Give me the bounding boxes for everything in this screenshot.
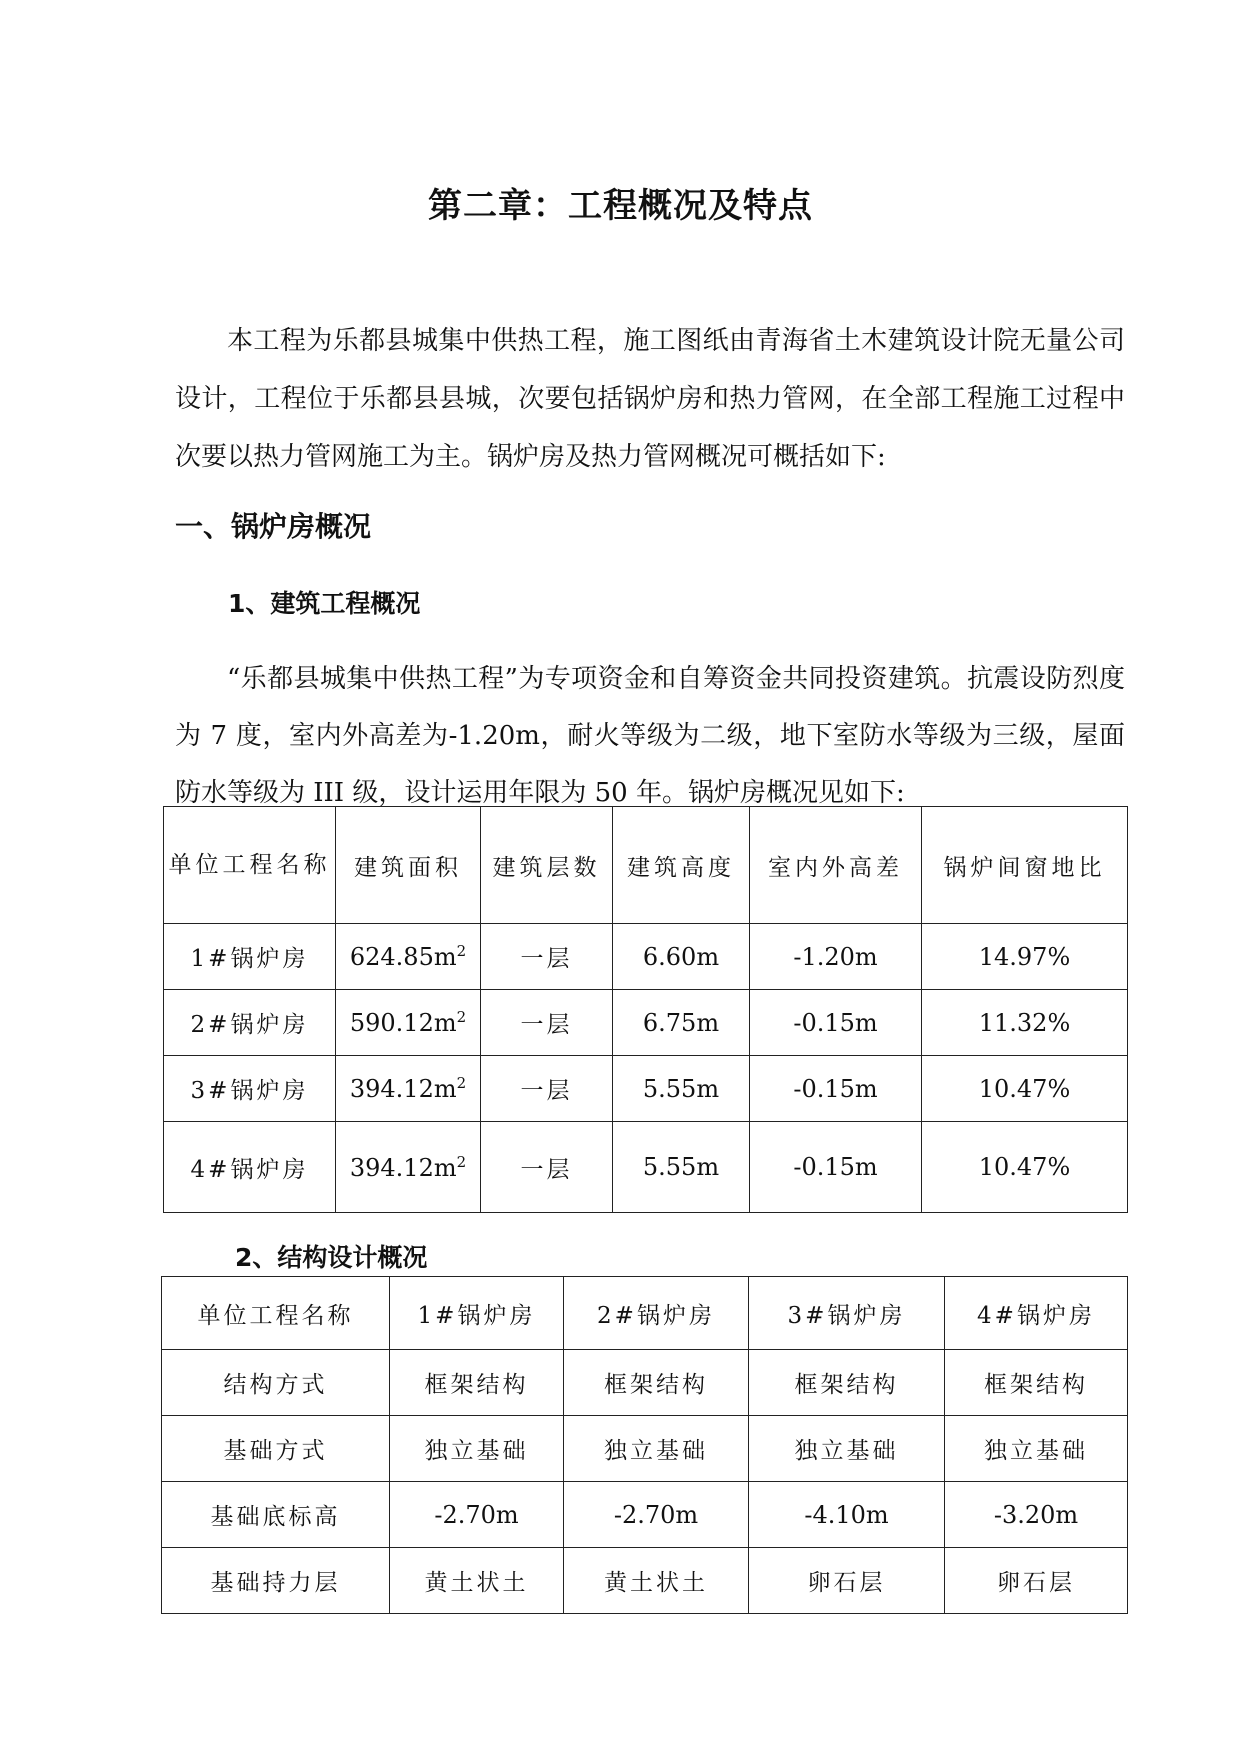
cell-value: 黄土状土	[390, 1548, 564, 1614]
cell-value: -2.70m	[564, 1482, 749, 1548]
cell-diff: -1.20m	[750, 924, 922, 990]
cell-name: 1#锅炉房	[164, 924, 336, 990]
cell-name: 2#锅炉房	[164, 990, 336, 1056]
cell-value: -2.70m	[390, 1482, 564, 1548]
cell-value: 卵石层	[945, 1548, 1128, 1614]
cell-value: 独立基础	[945, 1416, 1128, 1482]
structure-design-table	[161, 1276, 1128, 1614]
cell-name: 4#锅炉房	[164, 1122, 336, 1213]
building-overview-table	[163, 806, 1128, 1213]
cell-floors: 一层	[481, 990, 613, 1056]
cell-value: 2#锅炉房	[564, 1277, 749, 1350]
header-cell: 锅炉间窗地比	[922, 807, 1128, 924]
cell-diff: -0.15m	[750, 1056, 922, 1122]
cell-height: 5.55m	[613, 1056, 750, 1122]
cell-value: -3.20m	[945, 1482, 1128, 1548]
cell-label: 基础方式	[162, 1416, 390, 1482]
cell-value: 3#锅炉房	[749, 1277, 945, 1350]
cell-label: 结构方式	[162, 1350, 390, 1416]
table-row	[162, 1350, 1128, 1416]
table-row	[164, 1056, 1128, 1122]
cell-value: 黄土状土	[564, 1548, 749, 1614]
cell-floors: 一层	[481, 924, 613, 990]
cell-ratio: 11.32%	[922, 990, 1128, 1056]
table-row	[164, 990, 1128, 1056]
cell-height: 5.55m	[613, 1122, 750, 1213]
header-cell: 单位工程名称	[164, 807, 336, 924]
cell-diff: -0.15m	[750, 990, 922, 1056]
cell-ratio: 14.97%	[922, 924, 1128, 990]
cell-value: 卵石层	[749, 1548, 945, 1614]
cell-height: 6.75m	[613, 990, 750, 1056]
table-row	[162, 1416, 1128, 1482]
cell-floors: 一层	[481, 1056, 613, 1122]
header-cell: 建筑高度	[613, 807, 750, 924]
cell-value: 框架结构	[749, 1350, 945, 1416]
subsection-heading-building: 1、建筑工程概况	[228, 589, 421, 618]
cell-value: 框架结构	[945, 1350, 1128, 1416]
cell-label: 基础底标高	[162, 1482, 390, 1548]
cell-value: 4#锅炉房	[945, 1277, 1128, 1350]
table-row	[164, 924, 1128, 990]
chapter-title: 第二章：工程概况及特点	[428, 186, 813, 226]
building-paragraph: “乐都县城集中供热工程”为专项资金和自筹资金共同投资建筑。抗震设防烈度为 7 度，室内外高差为-1.20m，耐火等级为二级，地下室防水等级为三级，屋面防水等级为 III 级，设计运用年限为 50 年。锅炉房概况见如下:	[175, 664, 1125, 808]
table-header-row	[164, 807, 1128, 924]
cell-value: 独立基础	[390, 1416, 564, 1482]
cell-value: 1#锅炉房	[390, 1277, 564, 1350]
cell-value: 独立基础	[564, 1416, 749, 1482]
cell-label: 基础持力层	[162, 1548, 390, 1614]
cell-area: $590.12m^2$	[336, 990, 481, 1056]
cell-ratio: 10.47%	[922, 1122, 1128, 1213]
table-row	[164, 1122, 1128, 1213]
header-cell: 室内外高差	[750, 807, 922, 924]
cell-value: 独立基础	[749, 1416, 945, 1482]
cell-height: 6.60m	[613, 924, 750, 990]
cell-label: 单位工程名称	[162, 1277, 390, 1350]
cell-value: 框架结构	[390, 1350, 564, 1416]
intro-paragraph: 本工程为乐都县城集中供热工程，施工图纸由青海省土木建筑设计院无量公司设计，工程位于乐都县县城，次要包括锅炉房和热力管网，在全部工程施工过程中次要以热力管网施工为主。锅炉房及热力管网概况可概括如下:	[175, 326, 1125, 472]
cell-value: -4.10m	[749, 1482, 945, 1548]
header-cell: 建筑层数	[481, 807, 613, 924]
cell-value: 框架结构	[564, 1350, 749, 1416]
cell-area: $624.85m^2$	[336, 924, 481, 990]
header-cell: 建筑面积	[336, 807, 481, 924]
table-row	[162, 1277, 1128, 1350]
cell-name: 3#锅炉房	[164, 1056, 336, 1122]
cell-ratio: 10.47%	[922, 1056, 1128, 1122]
subsection-heading-structure: 2、结构设计概况	[235, 1243, 428, 1272]
cell-diff: -0.15m	[750, 1122, 922, 1213]
cell-area: $394.12m^2$	[336, 1122, 481, 1213]
section-heading-boiler-room: 一、锅炉房概况	[175, 510, 372, 543]
table-row	[162, 1548, 1128, 1614]
table-row	[162, 1482, 1128, 1548]
cell-floors: 一层	[481, 1122, 613, 1213]
cell-area: $394.12m^2$	[336, 1056, 481, 1122]
